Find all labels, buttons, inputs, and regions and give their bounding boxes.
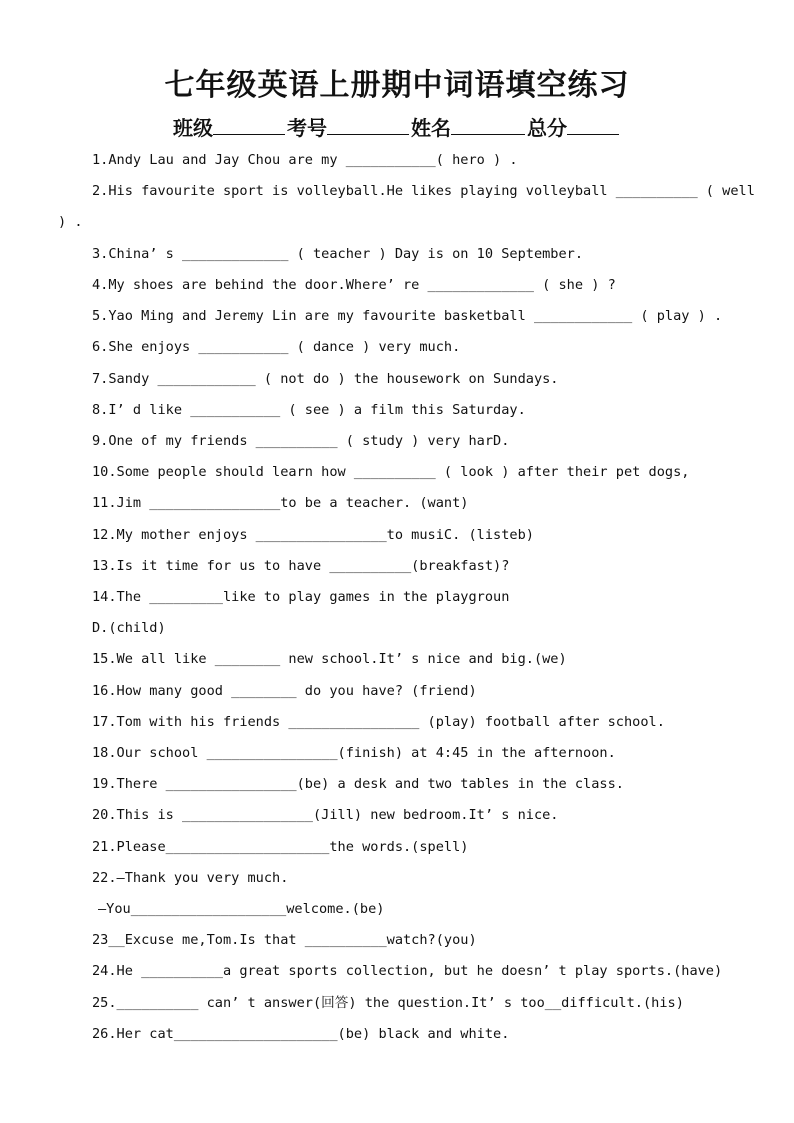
question-13: 13.Is it time for us to have __________(breakfast)? — [92, 558, 510, 574]
question-16: 16.How many good ________ do you have? (friend) — [92, 683, 477, 699]
student-info-line — [0, 112, 794, 141]
question-26: 26.Her cat____________________(be) black and white. — [92, 1026, 510, 1042]
score-blank — [567, 116, 619, 135]
question-6: 6.She enjoys ___________ ( dance ) very much. — [92, 339, 461, 355]
question-10: 10.Some people should learn how __________ ( look ) after their pet dogs, — [92, 464, 690, 480]
question-20: 20.This is ________________(Jill) new bedroom.It’ s nice. — [92, 807, 559, 823]
question-15: 15.We all like ________ new school.It’ s nice and big.(we) — [92, 651, 567, 667]
class-blank — [213, 116, 285, 135]
question-18: 18.Our school ________________(finish) at 4:45 in the afternoon. — [92, 745, 616, 761]
score-label: 总分 — [527, 116, 567, 140]
name-label: 姓名 — [411, 116, 451, 140]
class-label: 班级 — [173, 116, 213, 140]
name-blank — [451, 116, 525, 135]
question-14: 14.The _________like to play games in the playgroun — [92, 589, 510, 605]
question-14-continued: D.(child) — [92, 620, 166, 636]
question-23: 23__Excuse me,Tom.Is that __________watch?(you) — [92, 932, 477, 948]
question-8: 8.I’ d like ___________ ( see ) a film this Saturday. — [92, 402, 526, 418]
question-21: 21.Please____________________the words.(spell) — [92, 839, 469, 855]
page-title: 七年级英语上册期中词语填空练习 — [164, 68, 630, 103]
question-5: 5.Yao Ming and Jeremy Lin are my favourite basketball ____________ ( play ) . — [92, 308, 723, 324]
question-1: 1.Andy Lau and Jay Chou are my ___________( hero ) . — [92, 152, 518, 168]
question-22: 22.—Thank you very much. — [92, 870, 289, 886]
question-2: 2.His favourite sport is volleyball.He likes playing volleyball __________ ( well — [92, 183, 755, 199]
question-4: 4.My shoes are behind the door.Where’ re _____________ ( she ) ? — [92, 277, 616, 293]
question-17: 17.Tom with his friends ________________ (play) football after school. — [92, 714, 665, 730]
question-11: 11.Jim ________________to be a teacher. (want) — [92, 495, 469, 511]
question-24: 24.He __________a great sports collection, but he doesn’ t play sports.(have) — [92, 963, 723, 979]
question-7: 7.Sandy ____________ ( not do ) the housework on Sundays. — [92, 371, 559, 387]
question-19: 19.There ________________(be) a desk and two tables in the class. — [92, 776, 624, 792]
question-22-response: —You___________________welcome.(be) — [98, 901, 385, 917]
number-label: 考号 — [287, 116, 327, 140]
question-2-continued: ) . — [58, 214, 83, 230]
question-3: 3.China’ s _____________ ( teacher ) Day is on 10 September. — [92, 246, 584, 262]
question-25: 25.__________ can’ t answer(回答) the question.It’ s too__difficult.(his) — [92, 995, 684, 1011]
number-blank — [327, 116, 409, 135]
question-12: 12.My mother enjoys ________________to musiC. (listeb) — [92, 527, 534, 543]
question-9: 9.One of my friends __________ ( study ) very harD. — [92, 433, 510, 449]
